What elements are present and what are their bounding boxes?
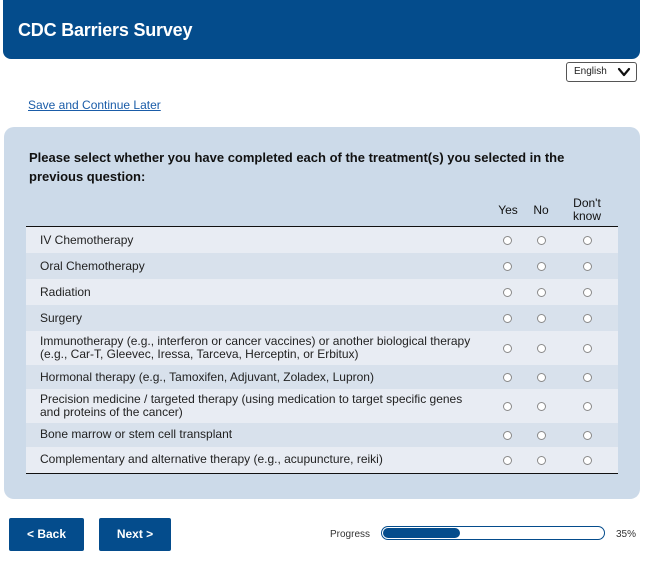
page-title: CDC Barriers Survey [18, 20, 193, 40]
chevron-down-icon [617, 65, 631, 79]
table-row [26, 389, 618, 423]
row-label: IV Chemotherapy [40, 233, 134, 247]
row-label: Hormonal therapy (e.g., Tamoxifen, Adjuvant, Zoladex, Lupron) [40, 370, 374, 384]
language-select[interactable] [566, 62, 637, 82]
progress-percent: 35% [616, 529, 637, 540]
table-row [26, 331, 618, 365]
radio-no[interactable] [537, 288, 546, 297]
table-row [26, 365, 618, 389]
radio-yes[interactable] [503, 262, 512, 271]
table-row [26, 305, 618, 331]
radio-dont-know[interactable] [583, 402, 592, 411]
progress-bar [381, 526, 605, 540]
row-label: Immunotherapy (e.g., interferon or cancer vaccines) or another biological therapy (e.g., Car-T, Gleevec, Iressa, Tarceva, Herceptin, or Erbitux) [40, 334, 471, 361]
row-label: Bone marrow or stem cell transplant [40, 427, 233, 441]
radio-no[interactable] [537, 402, 546, 411]
row-label: Complementary and alternative therapy (e.g., acupuncture, reiki) [40, 452, 383, 466]
radio-no[interactable] [537, 236, 546, 245]
row-label: Surgery [40, 311, 83, 325]
row-label: Radiation [40, 285, 91, 299]
radio-dont-know[interactable] [583, 431, 592, 440]
row-label: Precision medicine / targeted therapy (using medication to target specific genes and proteins of the cancer) [40, 392, 463, 419]
column-header-no: No [533, 203, 549, 217]
progress-label: Progress [330, 529, 371, 540]
radio-no[interactable] [537, 431, 546, 440]
radio-no[interactable] [537, 456, 546, 465]
column-header-yes: Yes [498, 203, 518, 217]
next-button[interactable]: Next > [99, 518, 171, 551]
radio-yes[interactable] [503, 236, 512, 245]
row-label: Oral Chemotherapy [40, 259, 145, 273]
table-row [26, 279, 618, 305]
table-row [26, 447, 618, 473]
radio-dont-know[interactable] [583, 456, 592, 465]
question-panel [4, 127, 640, 499]
progress-bar-fill [383, 528, 460, 538]
radio-dont-know[interactable] [583, 236, 592, 245]
radio-no[interactable] [537, 314, 546, 323]
radio-yes[interactable] [503, 373, 512, 382]
radio-yes[interactable] [503, 288, 512, 297]
radio-no[interactable] [537, 262, 546, 271]
question-text: Please select whether you have completed each of the treatment(s) you selected in the previous question: [29, 150, 565, 184]
radio-yes[interactable] [503, 402, 512, 411]
radio-dont-know[interactable] [583, 373, 592, 382]
treatment-matrix [26, 226, 618, 474]
radio-no[interactable] [537, 344, 546, 353]
radio-yes[interactable] [503, 431, 512, 440]
radio-dont-know[interactable] [583, 288, 592, 297]
header-bar [3, 0, 640, 59]
column-header-dont-know: Don't know [572, 196, 601, 223]
table-row [26, 227, 618, 253]
radio-dont-know[interactable] [583, 314, 592, 323]
radio-yes[interactable] [503, 456, 512, 465]
table-row [26, 423, 618, 447]
table-row [26, 253, 618, 279]
save-and-continue-later-link[interactable]: Save and Continue Later [28, 98, 161, 112]
radio-dont-know[interactable] [583, 344, 592, 353]
radio-yes[interactable] [503, 314, 512, 323]
radio-yes[interactable] [503, 344, 512, 353]
radio-no[interactable] [537, 373, 546, 382]
language-selected-value: English [574, 66, 607, 77]
radio-dont-know[interactable] [583, 262, 592, 271]
back-button[interactable]: < Back [9, 518, 84, 551]
